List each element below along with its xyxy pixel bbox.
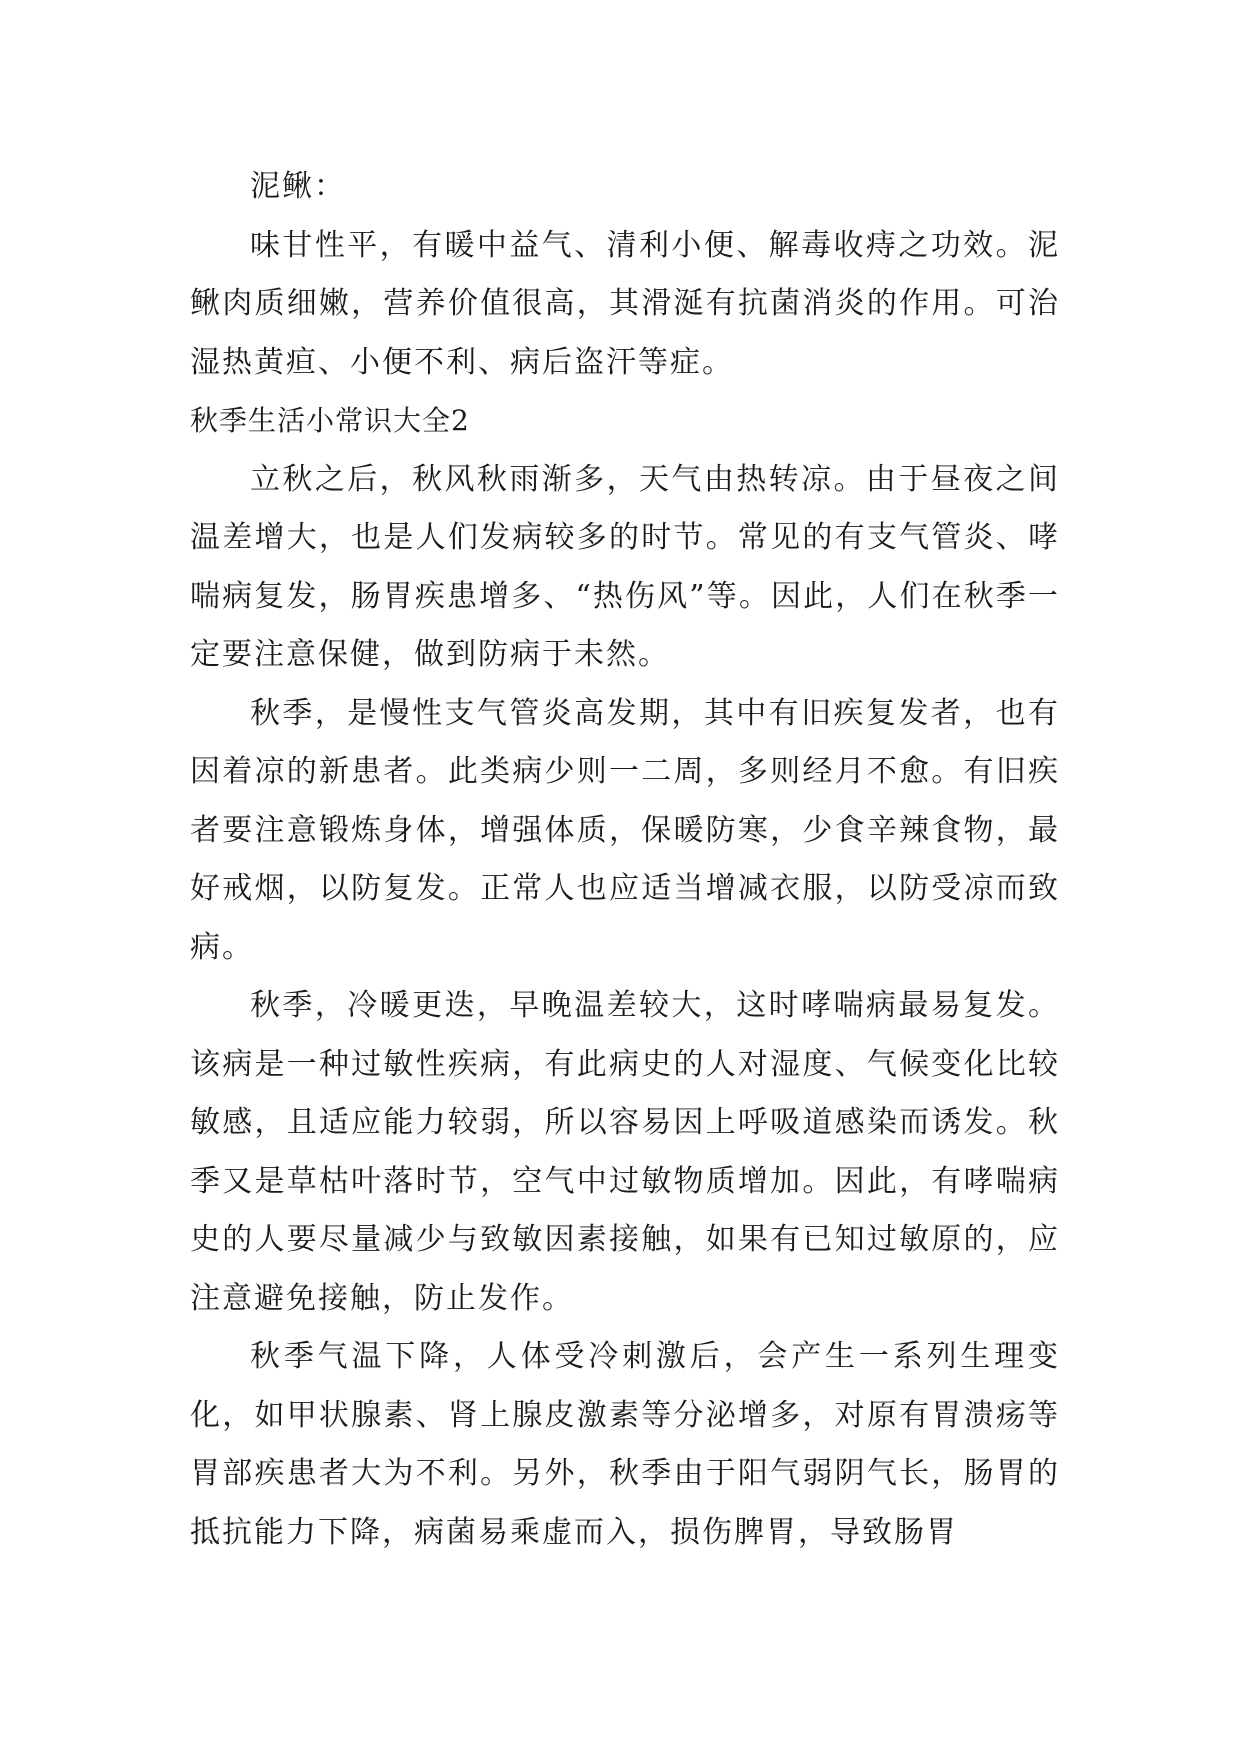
paragraph-asthma: 秋季，冷暖更迭，早晚温差较大，这时哮喘病最易复发。该病是一种过敏性疾病，有此病史的人对湿度、气候变化比较敏感，且适应能力较弱，所以容易因上呼吸道感染而诱发。秋季又是草枯叶落时节，空气中过敏物质增加。因此，有哮喘病史的人要尽量减少与致敏因素接触，如果有已知过敏原的，应注意避免接触，防止发作。 [190, 988, 1060, 1316]
document-body [190, 158, 1060, 1562]
paragraph-autumn-intro: 立秋之后，秋风秋雨渐多，天气由热转凉。由于昼夜之间温差增大，也是人们发病较多的时节。常见的有支气管炎、哮喘病复发，肠胃疾患增多、“热伤风”等。因此，人们在秋季一定要注意保健，做到防病于未然。 [190, 461, 1060, 672]
section-heading: 秋季生活小常识大全2 [190, 404, 470, 437]
paragraph-bronchitis: 秋季，是慢性支气管炎高发期，其中有旧疾复发者，也有因着凉的新患者。此类病少则一二周，多则经月不愈。有旧疾者要注意锻炼身体，增强体质，保暖防寒，少食辛辣食物，最好戒烟，以防复发。正常人也应适当增减衣服，以防受凉而致病。 [190, 695, 1060, 965]
paragraph-loach-title: 泥鳅： [250, 169, 346, 204]
paragraph-stomach: 秋季气温下降，人体受冷刺激后，会产生一系列生理变化，如甲状腺素、肾上腺皮激素等分泌增多，对原有胃溃疡等胃部疾患者大为不利。另外，秋季由于阳气弱阴气长，肠胃的抵抗能力下降，病菌易乘虚而入，损伤脾胃，导致肠胃 [190, 1339, 1060, 1550]
paragraph-loach-description: 味甘性平，有暖中益气、清利小便、解毒收痔之功效。泥鳅肉质细嫩，营养价值很高，其滑涎有抗菌消炎的作用。可治湿热黄疸、小便不利、病后盗汗等症。 [190, 227, 1060, 380]
